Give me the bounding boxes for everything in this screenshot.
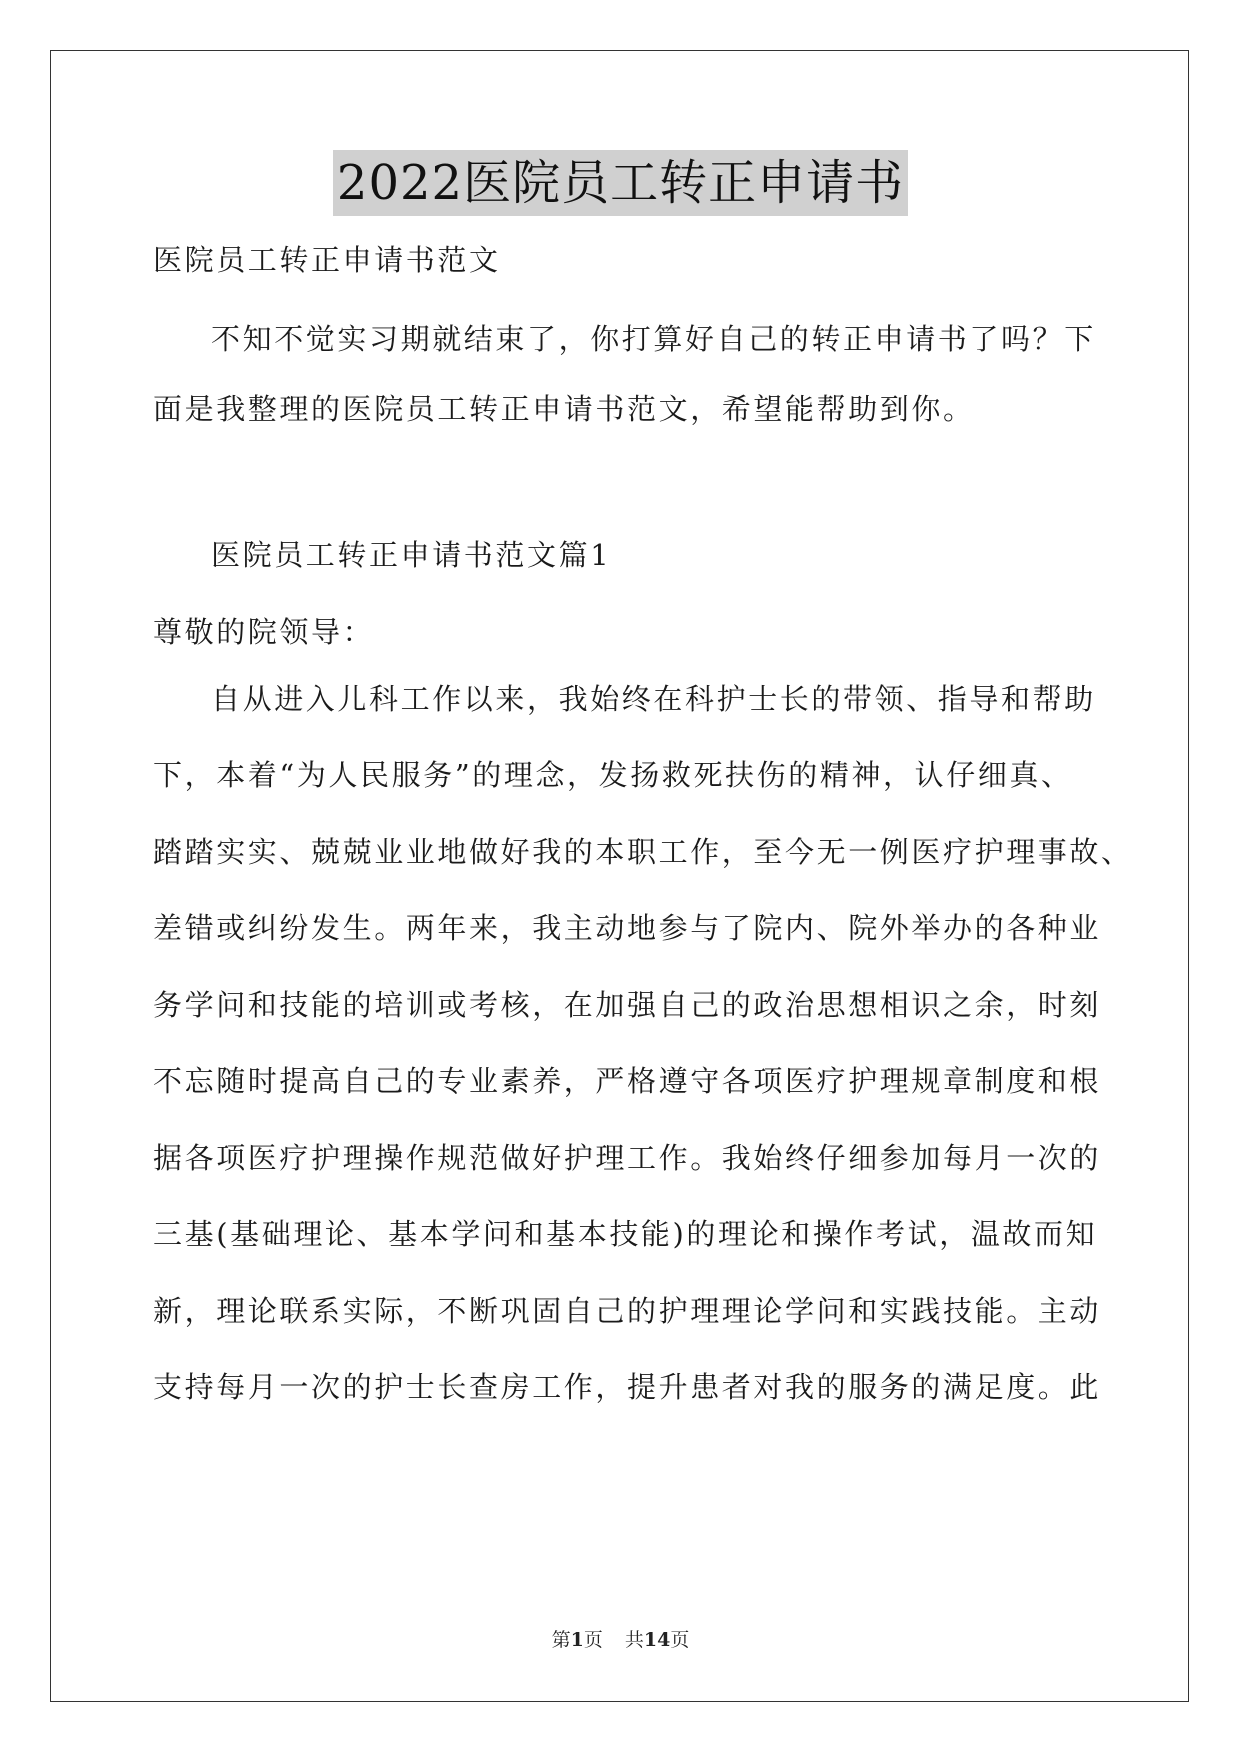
body-line: 面是我整理的医院员工转正申请书范文，希望能帮助到你。 — [153, 392, 975, 426]
salutation-line: 尊敬的院领导： — [153, 615, 375, 649]
total-suffix: 页 — [670, 1629, 690, 1651]
body-line: 三基(基础理论、基本学问和基本技能)的理论和操作考试，温故而知 — [153, 1217, 1098, 1251]
body-line: 差错或纠纷发生。两年来，我主动地参与了院内、院外举办的各种业 — [153, 911, 1102, 945]
document-title: 2022医院员工转正申请书 — [333, 150, 908, 216]
page-border — [50, 50, 1189, 1702]
section-heading: 医院员工转正申请书范文篇1 — [211, 538, 612, 572]
title-wrap — [0, 150, 1241, 216]
page-suffix: 页 — [583, 1629, 603, 1651]
page-prefix: 第 — [551, 1629, 571, 1651]
body-line: 下，本着“为人民服务”的理念，发扬救死扶伤的精神，认仔细真、 — [153, 758, 1073, 792]
page-total: 14 — [643, 1629, 671, 1651]
body-line: 自从进入儿科工作以来，我始终在科护士长的带领、指导和帮助 — [211, 682, 1096, 716]
body-line: 据各项医疗护理操作规范做好护理工作。我始终仔细参加每月一次的 — [153, 1141, 1102, 1175]
body-line: 务学问和技能的培训或考核，在加强自己的政治思想相识之余，时刻 — [153, 988, 1102, 1022]
body-line: 新，理论联系实际，不断巩固自己的护理理论学问和实践技能。主动 — [153, 1294, 1102, 1328]
body-line: 不知不觉实习期就结束了，你打算好自己的转正申请书了吗？下 — [211, 322, 1096, 356]
total-prefix: 共 — [624, 1629, 644, 1651]
page-footer — [0, 1627, 1241, 1653]
subtitle-line: 医院员工转正申请书范文 — [153, 243, 501, 277]
body-line: 支持每月一次的护士长查房工作，提升患者对我的服务的满足度。此 — [153, 1370, 1102, 1404]
body-line: 踏踏实实、兢兢业业地做好我的本职工作，至今无一例医疗护理事故、 — [153, 835, 1133, 869]
page-current: 1 — [570, 1629, 584, 1651]
body-line: 不忘随时提高自己的专业素养，严格遵守各项医疗护理规章制度和根 — [153, 1064, 1102, 1098]
